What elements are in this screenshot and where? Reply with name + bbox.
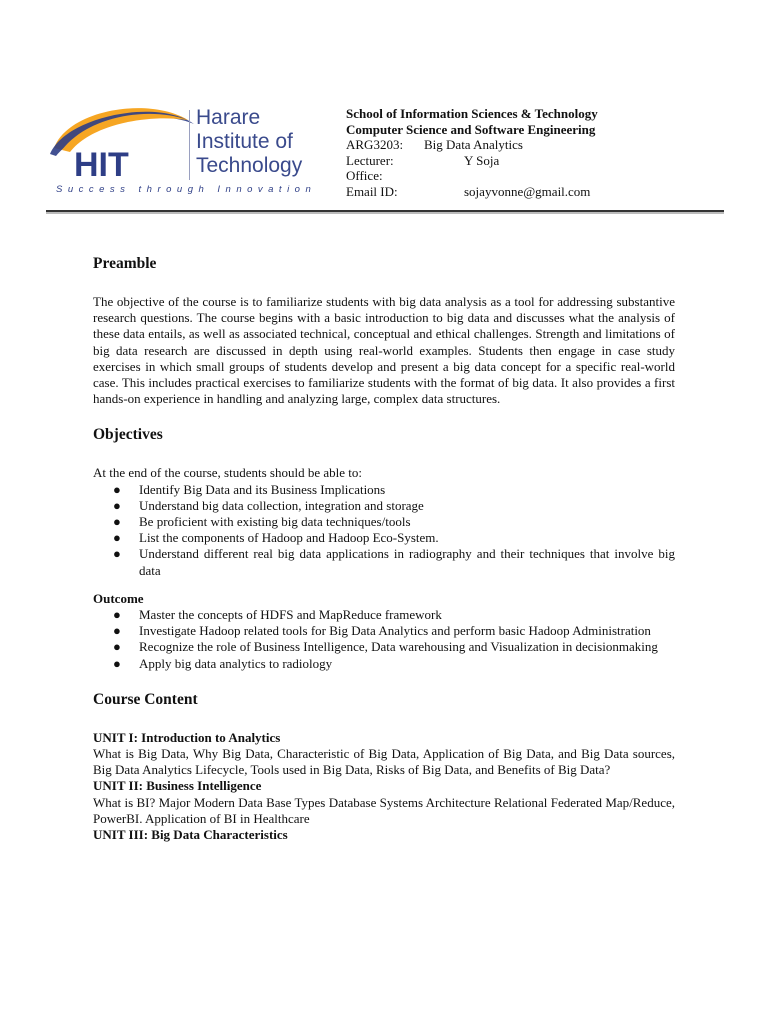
course-content-heading: Course Content xyxy=(93,690,198,708)
lecturer-label: Lecturer: xyxy=(346,152,394,168)
logo-name-line: Technology xyxy=(196,154,303,177)
email-value: sojayvonne@gmail.com xyxy=(464,183,591,199)
course-header xyxy=(346,106,598,199)
office-label: Office: xyxy=(346,168,383,183)
lecturer-row xyxy=(346,153,598,169)
logo-name-line: Harare xyxy=(196,106,261,129)
lecturer-value: Y Soja xyxy=(464,152,500,168)
list-item: ● Investigate Hadoop related tools for Big Data Analytics and perform basic Hadoop Administration xyxy=(113,623,651,639)
email-row xyxy=(346,184,598,200)
list-item: ● Apply big data analytics to radiology xyxy=(113,655,333,671)
logo-tagline: Success through Innovation xyxy=(56,184,317,195)
course-code: ARG3203: xyxy=(346,137,404,152)
unit-title: UNIT II: Business Intelligence xyxy=(93,778,262,794)
document-body xyxy=(93,254,675,843)
course-row xyxy=(346,137,598,153)
course-name: Big Data Analytics xyxy=(424,137,523,152)
hit-logo-mark xyxy=(48,92,198,182)
objectives-heading: Objectives xyxy=(93,426,163,444)
list-item: ● Identify Big Data and its Business Implications xyxy=(113,481,386,497)
header-rule-shadow xyxy=(46,212,724,214)
email-label: Email ID: xyxy=(346,183,398,199)
institution-logo xyxy=(48,92,338,202)
list-item: ● Master the concepts of HDFS and MapReduce framework xyxy=(113,607,442,623)
unit-body: What is Big Data, Why Big Data, Characteristic of Big Data, Application of Big Data, and Big Data sources, Big Data Analytics Lifecycle, Tools used in Big Data, Risks of Big Data, and Benefits of Big Data? xyxy=(93,746,675,778)
logo-divider xyxy=(189,110,190,180)
objectives-intro: At the end of the course, students should be able to: xyxy=(93,465,362,481)
list-item: ● Recognize the role of Business Intelligence, Data warehousing and Visualization in decisionmaking xyxy=(113,639,658,655)
outcome-list xyxy=(93,607,675,672)
list-item: ● Be proficient with existing big data techniques/tools xyxy=(113,514,411,530)
outcome-heading: Outcome xyxy=(93,590,144,606)
preamble-text: The objective of the course is to familiarize students with big data analysis as a tool for addressing substantive research questions. The course begins with a basic introduction to big data and discusses what the analysis of these data entails, as well as associated technical, conceptual and ethical challenges. Strength and limitations of big data research are discussed in depth using real-world examples. Students then engage in case study exercises in which small groups of students develop and present a big data concept for a specific real-world case. This includes practical exercises to familiarize students with the format of big data. It also provides a first hands-on experience in handling and analyzing large, complex data structures. xyxy=(93,294,675,407)
list-item: ● Understand different real big data applications in radiography and their techniques that involve big data xyxy=(113,546,675,578)
objectives-list xyxy=(93,482,675,579)
department-name: Computer Science and Software Engineering xyxy=(346,121,596,137)
list-item: ● Understand big data collection, integration and storage xyxy=(113,497,424,513)
preamble-heading: Preamble xyxy=(93,255,157,272)
office-row xyxy=(346,168,598,184)
unit-body: What is BI? Major Modern Data Base Types Database Systems Architecture Relational Federated Map/Reduce, PowerBI. Application of BI in Healthcare xyxy=(93,794,675,826)
unit-title: UNIT I: Introduction to Analytics xyxy=(93,729,281,745)
logo-mark-text: HIT xyxy=(74,146,129,182)
logo-name-line: Institute of xyxy=(196,130,293,153)
school-name: School of Information Sciences & Technology xyxy=(346,106,598,121)
list-item: ● List the components of Hadoop and Hadoop Eco-System. xyxy=(113,530,439,546)
unit-title: UNIT III: Big Data Characteristics xyxy=(93,827,288,843)
logo-name xyxy=(196,106,336,178)
